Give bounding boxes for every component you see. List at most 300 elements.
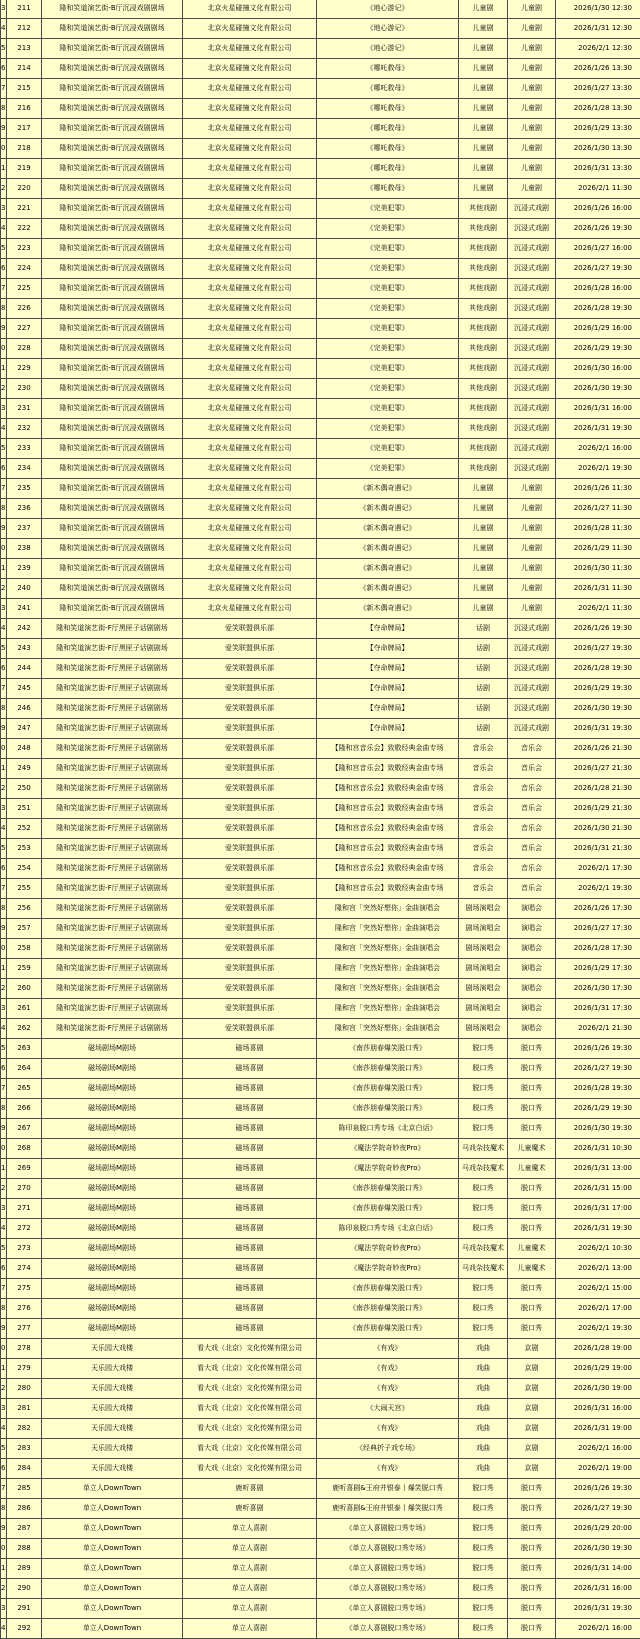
venue-cell[interactable]: 隆和笑道演艺街-B厅沉浸戏剧剧场 [42,479,183,499]
time-cell[interactable]: 2026/2/1 19:30 [556,459,640,479]
venue-cell[interactable]: 隆和笑道演艺街-B厅沉浸戏剧剧场 [42,79,183,99]
show-title-cell[interactable]: 【隆和宫音乐会】致敬经典金曲专场 [317,779,459,799]
show-title-cell[interactable]: 【隆和宫音乐会】致敬经典金曲专场 [317,839,459,859]
subcategory-cell[interactable]: 沉浸式戏剧 [508,399,556,419]
category-cell[interactable]: 儿童剧 [459,119,508,139]
venue-cell[interactable]: 隆和笑道演艺街-B厅沉浸戏剧剧场 [42,559,183,579]
organizer-cell[interactable]: 磁场喜剧 [183,1179,317,1199]
seq-cell[interactable]: 263 [7,1039,42,1059]
show-title-cell[interactable]: 《单立人喜剧脱口秀专场》 [317,1599,459,1619]
show-title-cell[interactable]: 【夺命牌局】 [317,699,459,719]
category-cell[interactable]: 儿童剧 [459,59,508,79]
seq-cell[interactable]: 284 [7,1459,42,1479]
organizer-cell[interactable]: 北京火星碰撞文化有限公司 [183,279,317,299]
subcategory-cell[interactable]: 脱口秀 [508,1499,556,1519]
time-cell[interactable]: 2026/1/30 19:30 [556,1539,640,1559]
subcategory-cell[interactable]: 演唱会 [508,1019,556,1039]
category-cell[interactable]: 脱口秀 [459,1199,508,1219]
time-cell[interactable]: 2026/1/31 17:00 [556,1199,640,1219]
category-cell[interactable]: 戏曲 [459,1359,508,1379]
seq-cell[interactable]: 261 [7,999,42,1019]
row-header-cell[interactable]: 0 [1,1539,7,1559]
row-header-cell[interactable]: 2 [1,779,7,799]
time-cell[interactable]: 2026/1/28 16:00 [556,279,640,299]
venue-cell[interactable]: 隆和笑道演艺街-F厅黑匣子话剧剧场 [42,919,183,939]
seq-cell[interactable]: 285 [7,1479,42,1499]
venue-cell[interactable]: 隆和笑道演艺街-F厅黑匣子话剧剧场 [42,819,183,839]
show-title-cell[interactable]: 隆和宫「突然好想你」金曲演唱会 [317,939,459,959]
category-cell[interactable]: 剧场演唱会 [459,899,508,919]
venue-cell[interactable]: 隆和笑道演艺街-F厅黑匣子话剧剧场 [42,959,183,979]
category-cell[interactable]: 音乐会 [459,839,508,859]
show-title-cell[interactable]: 【夺命牌局】 [317,619,459,639]
organizer-cell[interactable]: 北京火星碰撞文化有限公司 [183,599,317,619]
row-header-cell[interactable]: 3 [1,1199,7,1219]
venue-cell[interactable]: 磁场剧场M剧场 [42,1119,183,1139]
venue-cell[interactable]: 隆和笑道演艺街-F厅黑匣子话剧剧场 [42,939,183,959]
organizer-cell[interactable]: 爱笑联盟俱乐部 [183,859,317,879]
subcategory-cell[interactable]: 儿童剧 [508,519,556,539]
time-cell[interactable]: 2026/1/31 10:30 [556,1139,640,1159]
seq-cell[interactable]: 211 [7,0,42,19]
show-title-cell[interactable]: 《哪吒救母》 [317,79,459,99]
row-header-cell[interactable]: 0 [1,1139,7,1159]
venue-cell[interactable]: 磁场剧场M剧场 [42,1279,183,1299]
show-title-cell[interactable]: 《单立人喜剧脱口秀专场》 [317,1559,459,1579]
show-title-cell[interactable]: 隆和宫「突然好想你」金曲演唱会 [317,959,459,979]
venue-cell[interactable]: 隆和笑道演艺街-B厅沉浸戏剧剧场 [42,0,183,19]
row-header-cell[interactable]: 2 [1,179,7,199]
category-cell[interactable]: 儿童剧 [459,479,508,499]
category-cell[interactable]: 儿童剧 [459,39,508,59]
venue-cell[interactable]: 隆和笑道演艺街-B厅沉浸戏剧剧场 [42,159,183,179]
subcategory-cell[interactable]: 音乐会 [508,739,556,759]
subcategory-cell[interactable]: 沉浸式戏剧 [508,719,556,739]
show-title-cell[interactable]: 【隆和宫音乐会】致敬经典金曲专场 [317,799,459,819]
row-header-cell[interactable]: 7 [1,479,7,499]
row-header-cell[interactable]: 1 [1,1359,7,1379]
subcategory-cell[interactable]: 脱口秀 [508,1119,556,1139]
seq-cell[interactable]: 244 [7,659,42,679]
venue-cell[interactable]: 隆和笑道演艺街-F厅黑匣子话剧剧场 [42,879,183,899]
category-cell[interactable]: 音乐会 [459,779,508,799]
show-title-cell[interactable]: 《南莎朋春爆笑脱口秀》 [317,1279,459,1299]
category-cell[interactable]: 剧场演唱会 [459,979,508,999]
organizer-cell[interactable]: 北京火星碰撞文化有限公司 [183,579,317,599]
seq-cell[interactable]: 271 [7,1199,42,1219]
venue-cell[interactable]: 单立人DownTown [42,1499,183,1519]
organizer-cell[interactable]: 单立人喜剧 [183,1559,317,1579]
organizer-cell[interactable]: 单立人喜剧 [183,1619,317,1639]
show-title-cell[interactable]: 《完美犯罪》 [317,379,459,399]
venue-cell[interactable]: 单立人DownTown [42,1599,183,1619]
time-cell[interactable]: 2026/1/30 19:30 [556,1119,640,1139]
show-title-cell[interactable]: 《单立人喜剧脱口秀专场》 [317,1539,459,1559]
category-cell[interactable]: 剧场演唱会 [459,1019,508,1039]
organizer-cell[interactable]: 爱笑联盟俱乐部 [183,759,317,779]
organizer-cell[interactable]: 看大戏（北京）文化传媒有限公司 [183,1379,317,1399]
show-title-cell[interactable]: 《魔法学院奇妙夜Pro》 [317,1159,459,1179]
seq-cell[interactable]: 223 [7,239,42,259]
show-title-cell[interactable]: 《哪吒救母》 [317,99,459,119]
show-title-cell[interactable]: 《南莎朋春爆笑脱口秀》 [317,1099,459,1119]
seq-cell[interactable]: 242 [7,619,42,639]
row-header-cell[interactable]: 9 [1,719,7,739]
category-cell[interactable]: 儿童剧 [459,0,508,19]
row-header-cell[interactable]: 1 [1,159,7,179]
show-title-cell[interactable]: 《新木偶奇遇记》 [317,539,459,559]
subcategory-cell[interactable]: 脱口秀 [508,1319,556,1339]
seq-cell[interactable]: 286 [7,1499,42,1519]
organizer-cell[interactable]: 鹿听喜剧 [183,1499,317,1519]
venue-cell[interactable]: 天乐园大戏楼 [42,1419,183,1439]
category-cell[interactable]: 脱口秀 [459,1059,508,1079]
subcategory-cell[interactable]: 脱口秀 [508,1039,556,1059]
seq-cell[interactable]: 279 [7,1359,42,1379]
subcategory-cell[interactable]: 沉浸式戏剧 [508,319,556,339]
venue-cell[interactable]: 磁场剧场M剧场 [42,1179,183,1199]
time-cell[interactable]: 2026/1/29 13:30 [556,119,640,139]
seq-cell[interactable]: 260 [7,979,42,999]
category-cell[interactable]: 音乐会 [459,819,508,839]
seq-cell[interactable]: 252 [7,819,42,839]
seq-cell[interactable]: 234 [7,459,42,479]
row-header-cell[interactable]: 7 [1,1079,7,1099]
organizer-cell[interactable]: 磁场喜剧 [183,1099,317,1119]
time-cell[interactable]: 2026/1/29 16:00 [556,319,640,339]
seq-cell[interactable]: 292 [7,1619,42,1639]
row-header-cell[interactable]: 8 [1,299,7,319]
subcategory-cell[interactable]: 音乐会 [508,879,556,899]
row-header-cell[interactable]: 9 [1,919,7,939]
show-title-cell[interactable]: 《完美犯罪》 [317,339,459,359]
subcategory-cell[interactable]: 音乐会 [508,779,556,799]
show-title-cell[interactable]: 《哪吒救母》 [317,179,459,199]
category-cell[interactable]: 儿童剧 [459,159,508,179]
seq-cell[interactable]: 290 [7,1579,42,1599]
row-header-cell[interactable]: 1 [1,359,7,379]
category-cell[interactable]: 脱口秀 [459,1099,508,1119]
venue-cell[interactable]: 隆和笑道演艺街-B厅沉浸戏剧剧场 [42,299,183,319]
venue-cell[interactable]: 磁场剧场M剧场 [42,1059,183,1079]
row-header-cell[interactable]: 1 [1,1559,7,1579]
time-cell[interactable]: 2026/1/27 17:30 [556,919,640,939]
organizer-cell[interactable]: 磁场喜剧 [183,1139,317,1159]
time-cell[interactable]: 2026/1/30 19:00 [556,1379,640,1399]
time-cell[interactable]: 2026/1/27 19:30 [556,259,640,279]
show-title-cell[interactable]: 陈印泉脱口秀专场《北京白话》 [317,1119,459,1139]
subcategory-cell[interactable]: 儿童剧 [508,599,556,619]
show-title-cell[interactable]: 《完美犯罪》 [317,279,459,299]
seq-cell[interactable]: 245 [7,679,42,699]
venue-cell[interactable]: 隆和笑道演艺街-B厅沉浸戏剧剧场 [42,139,183,159]
venue-cell[interactable]: 隆和笑道演艺街-F厅黑匣子话剧剧场 [42,719,183,739]
category-cell[interactable]: 音乐会 [459,739,508,759]
subcategory-cell[interactable]: 儿童剧 [508,539,556,559]
organizer-cell[interactable]: 北京火星碰撞文化有限公司 [183,559,317,579]
seq-cell[interactable]: 274 [7,1259,42,1279]
time-cell[interactable]: 2026/1/26 16:00 [556,199,640,219]
show-title-cell[interactable]: 《新木偶奇遇记》 [317,559,459,579]
time-cell[interactable]: 2026/1/31 11:30 [556,579,640,599]
organizer-cell[interactable]: 北京火星碰撞文化有限公司 [183,459,317,479]
subcategory-cell[interactable]: 沉浸式戏剧 [508,219,556,239]
seq-cell[interactable]: 226 [7,299,42,319]
category-cell[interactable]: 脱口秀 [459,1579,508,1599]
venue-cell[interactable]: 隆和笑道演艺街-B厅沉浸戏剧剧场 [42,179,183,199]
time-cell[interactable]: 2026/1/31 15:00 [556,1179,640,1199]
row-header-cell[interactable]: 8 [1,1099,7,1119]
subcategory-cell[interactable]: 京剧 [508,1459,556,1479]
row-header-cell[interactable]: 9 [1,1519,7,1539]
organizer-cell[interactable]: 爱笑联盟俱乐部 [183,659,317,679]
category-cell[interactable]: 脱口秀 [459,1479,508,1499]
seq-cell[interactable]: 214 [7,59,42,79]
row-header-cell[interactable]: 6 [1,1059,7,1079]
show-title-cell[interactable]: 《哪吒救母》 [317,159,459,179]
venue-cell[interactable]: 隆和笑道演艺街-B厅沉浸戏剧剧场 [42,39,183,59]
subcategory-cell[interactable]: 脱口秀 [508,1619,556,1639]
time-cell[interactable]: 2026/1/28 13:30 [556,99,640,119]
subcategory-cell[interactable]: 脱口秀 [508,1539,556,1559]
time-cell[interactable]: 2026/1/31 17:30 [556,999,640,1019]
seq-cell[interactable]: 220 [7,179,42,199]
venue-cell[interactable]: 隆和笑道演艺街-F厅黑匣子话剧剧场 [42,699,183,719]
subcategory-cell[interactable]: 沉浸式戏剧 [508,419,556,439]
seq-cell[interactable]: 255 [7,879,42,899]
category-cell[interactable]: 脱口秀 [459,1219,508,1239]
row-header-cell[interactable]: 4 [1,1219,7,1239]
venue-cell[interactable]: 天乐园大戏楼 [42,1399,183,1419]
venue-cell[interactable]: 隆和笑道演艺街-B厅沉浸戏剧剧场 [42,319,183,339]
seq-cell[interactable]: 238 [7,539,42,559]
category-cell[interactable]: 其他戏剧 [459,439,508,459]
show-title-cell[interactable]: 《南莎朋春爆笑脱口秀》 [317,1079,459,1099]
time-cell[interactable]: 2026/1/29 17:30 [556,959,640,979]
time-cell[interactable]: 2026/1/29 19:30 [556,1099,640,1119]
row-header-cell[interactable]: 6 [1,459,7,479]
venue-cell[interactable]: 隆和笑道演艺街-F厅黑匣子话剧剧场 [42,639,183,659]
organizer-cell[interactable]: 北京火星碰撞文化有限公司 [183,119,317,139]
venue-cell[interactable]: 隆和笑道演艺街-B厅沉浸戏剧剧场 [42,459,183,479]
subcategory-cell[interactable]: 脱口秀 [508,1079,556,1099]
row-header-cell[interactable]: 4 [1,419,7,439]
show-title-cell[interactable]: 《有戏》 [317,1419,459,1439]
category-cell[interactable]: 其他戏剧 [459,359,508,379]
venue-cell[interactable]: 磁场剧场M剧场 [42,1079,183,1099]
time-cell[interactable]: 2026/1/26 19:30 [556,219,640,239]
venue-cell[interactable]: 隆和笑道演艺街-B厅沉浸戏剧剧场 [42,339,183,359]
row-header-cell[interactable]: 3 [1,799,7,819]
seq-cell[interactable]: 240 [7,579,42,599]
show-title-cell[interactable]: 隆和宫「突然好想你」金曲演唱会 [317,1019,459,1039]
time-cell[interactable]: 2026/1/31 12:30 [556,19,640,39]
venue-cell[interactable]: 天乐园大戏楼 [42,1459,183,1479]
row-header-cell[interactable]: 8 [1,499,7,519]
time-cell[interactable]: 2026/1/30 21:30 [556,819,640,839]
organizer-cell[interactable]: 北京火星碰撞文化有限公司 [183,19,317,39]
subcategory-cell[interactable]: 音乐会 [508,859,556,879]
seq-cell[interactable]: 265 [7,1079,42,1099]
organizer-cell[interactable]: 磁场喜剧 [183,1199,317,1219]
show-title-cell[interactable]: 《完美犯罪》 [317,359,459,379]
row-header-cell[interactable]: 8 [1,899,7,919]
subcategory-cell[interactable]: 京剧 [508,1439,556,1459]
show-title-cell[interactable]: 《单立人喜剧脱口秀专场》 [317,1579,459,1599]
category-cell[interactable]: 脱口秀 [459,1299,508,1319]
show-title-cell[interactable]: 《有戏》 [317,1459,459,1479]
row-header-cell[interactable]: 4 [1,819,7,839]
category-cell[interactable]: 马戏杂技魔术 [459,1259,508,1279]
seq-cell[interactable]: 281 [7,1399,42,1419]
row-header-cell[interactable]: 9 [1,319,7,339]
row-header-cell[interactable]: 1 [1,559,7,579]
organizer-cell[interactable]: 北京火星碰撞文化有限公司 [183,239,317,259]
venue-cell[interactable]: 隆和笑道演艺街-B厅沉浸戏剧剧场 [42,99,183,119]
show-title-cell[interactable]: 《魔法学院奇妙夜Pro》 [317,1239,459,1259]
row-header-cell[interactable]: 4 [1,1619,7,1639]
time-cell[interactable]: 2026/1/27 19:30 [556,1499,640,1519]
seq-cell[interactable]: 232 [7,419,42,439]
organizer-cell[interactable]: 鹿听喜剧 [183,1479,317,1499]
organizer-cell[interactable]: 北京火星碰撞文化有限公司 [183,219,317,239]
seq-cell[interactable]: 291 [7,1599,42,1619]
row-header-cell[interactable]: 2 [1,1379,7,1399]
category-cell[interactable]: 其他戏剧 [459,219,508,239]
venue-cell[interactable]: 天乐园大戏楼 [42,1339,183,1359]
subcategory-cell[interactable]: 演唱会 [508,959,556,979]
subcategory-cell[interactable]: 儿童剧 [508,39,556,59]
subcategory-cell[interactable]: 京剧 [508,1359,556,1379]
organizer-cell[interactable]: 看大戏（北京）文化传媒有限公司 [183,1439,317,1459]
show-title-cell[interactable]: 陈印泉脱口秀专场《北京白话》 [317,1219,459,1239]
time-cell[interactable]: 2026/2/1 15:00 [556,1279,640,1299]
show-title-cell[interactable]: 隆和宫「突然好想你」金曲演唱会 [317,919,459,939]
category-cell[interactable]: 其他戏剧 [459,419,508,439]
show-title-cell[interactable]: 《地心游记》 [317,19,459,39]
row-header-cell[interactable]: 3 [1,1599,7,1619]
category-cell[interactable]: 戏曲 [459,1399,508,1419]
time-cell[interactable]: 2026/2/1 12:30 [556,39,640,59]
row-header-cell[interactable]: 0 [1,539,7,559]
venue-cell[interactable]: 隆和笑道演艺街-B厅沉浸戏剧剧场 [42,419,183,439]
show-title-cell[interactable]: 《地心游记》 [317,39,459,59]
venue-cell[interactable]: 隆和笑道演艺街-B厅沉浸戏剧剧场 [42,539,183,559]
time-cell[interactable]: 2026/1/31 13:30 [556,159,640,179]
row-header-cell[interactable]: 9 [1,119,7,139]
show-title-cell[interactable]: 《大闹天宫》 [317,1399,459,1419]
category-cell[interactable]: 马戏杂技魔术 [459,1139,508,1159]
time-cell[interactable]: 2026/1/28 19:30 [556,1079,640,1099]
seq-cell[interactable]: 216 [7,99,42,119]
category-cell[interactable]: 戏曲 [459,1439,508,1459]
time-cell[interactable]: 2026/2/1 17:00 [556,1299,640,1319]
row-header-cell[interactable]: 4 [1,219,7,239]
organizer-cell[interactable]: 爱笑联盟俱乐部 [183,999,317,1019]
category-cell[interactable]: 儿童剧 [459,519,508,539]
row-header-cell[interactable]: 5 [1,239,7,259]
show-title-cell[interactable]: 《哪吒救母》 [317,59,459,79]
category-cell[interactable]: 其他戏剧 [459,319,508,339]
time-cell[interactable]: 2026/2/1 21:30 [556,1019,640,1039]
venue-cell[interactable]: 天乐园大戏楼 [42,1379,183,1399]
time-cell[interactable]: 2026/2/1 11:30 [556,599,640,619]
show-title-cell[interactable]: 《魔法学院奇妙夜Pro》 [317,1259,459,1279]
seq-cell[interactable]: 217 [7,119,42,139]
time-cell[interactable]: 2026/1/26 11:30 [556,479,640,499]
time-cell[interactable]: 2026/1/26 21:30 [556,739,640,759]
time-cell[interactable]: 2026/1/30 19:30 [556,699,640,719]
organizer-cell[interactable]: 看大戏（北京）文化传媒有限公司 [183,1359,317,1379]
subcategory-cell[interactable]: 音乐会 [508,819,556,839]
subcategory-cell[interactable]: 沉浸式戏剧 [508,299,556,319]
subcategory-cell[interactable]: 儿童剧 [508,479,556,499]
category-cell[interactable]: 话剧 [459,699,508,719]
subcategory-cell[interactable]: 脱口秀 [508,1059,556,1079]
subcategory-cell[interactable]: 音乐会 [508,799,556,819]
subcategory-cell[interactable]: 儿童魔术 [508,1159,556,1179]
row-header-cell[interactable]: 0 [1,939,7,959]
show-title-cell[interactable]: 《新木偶奇遇记》 [317,579,459,599]
subcategory-cell[interactable]: 音乐会 [508,839,556,859]
venue-cell[interactable]: 隆和笑道演艺街-B厅沉浸戏剧剧场 [42,439,183,459]
venue-cell[interactable]: 单立人DownTown [42,1479,183,1499]
time-cell[interactable]: 2026/1/29 21:30 [556,799,640,819]
show-title-cell[interactable]: 《南莎朋春爆笑脱口秀》 [317,1039,459,1059]
venue-cell[interactable]: 隆和笑道演艺街-F厅黑匣子话剧剧场 [42,759,183,779]
row-header-cell[interactable]: 1 [1,1159,7,1179]
row-header-cell[interactable]: 9 [1,1319,7,1339]
seq-cell[interactable]: 277 [7,1319,42,1339]
show-title-cell[interactable]: 《单立人喜剧脱口秀专场》 [317,1519,459,1539]
show-title-cell[interactable]: 《完美犯罪》 [317,239,459,259]
subcategory-cell[interactable]: 儿童剧 [508,99,556,119]
seq-cell[interactable]: 273 [7,1239,42,1259]
row-header-cell[interactable]: 2 [1,579,7,599]
row-header-cell[interactable]: 9 [1,1119,7,1139]
seq-cell[interactable]: 280 [7,1379,42,1399]
organizer-cell[interactable]: 爱笑联盟俱乐部 [183,959,317,979]
seq-cell[interactable]: 250 [7,779,42,799]
category-cell[interactable]: 儿童剧 [459,599,508,619]
seq-cell[interactable]: 254 [7,859,42,879]
venue-cell[interactable]: 磁场剧场M剧场 [42,1099,183,1119]
venue-cell[interactable]: 磁场剧场M剧场 [42,1159,183,1179]
venue-cell[interactable]: 隆和笑道演艺街-F厅黑匣子话剧剧场 [42,659,183,679]
venue-cell[interactable]: 天乐园大戏楼 [42,1439,183,1459]
seq-cell[interactable]: 236 [7,499,42,519]
organizer-cell[interactable]: 爱笑联盟俱乐部 [183,819,317,839]
category-cell[interactable]: 脱口秀 [459,1179,508,1199]
seq-cell[interactable]: 230 [7,379,42,399]
row-header-cell[interactable]: 0 [1,739,7,759]
seq-cell[interactable]: 228 [7,339,42,359]
category-cell[interactable]: 其他戏剧 [459,339,508,359]
seq-cell[interactable]: 259 [7,959,42,979]
time-cell[interactable]: 2026/1/29 11:30 [556,539,640,559]
venue-cell[interactable]: 隆和笑道演艺街-F厅黑匣子话剧剧场 [42,839,183,859]
row-header-cell[interactable]: 5 [1,39,7,59]
row-header-cell[interactable]: 6 [1,1259,7,1279]
show-title-cell[interactable]: 《有戏》 [317,1359,459,1379]
row-header-cell[interactable]: 7 [1,1479,7,1499]
organizer-cell[interactable]: 看大戏（北京）文化传媒有限公司 [183,1339,317,1359]
show-title-cell[interactable]: 《南莎朋春爆笑脱口秀》 [317,1299,459,1319]
subcategory-cell[interactable]: 沉浸式戏剧 [508,279,556,299]
seq-cell[interactable]: 256 [7,899,42,919]
time-cell[interactable]: 2026/2/1 13:00 [556,1259,640,1279]
row-header-cell[interactable]: 5 [1,1439,7,1459]
